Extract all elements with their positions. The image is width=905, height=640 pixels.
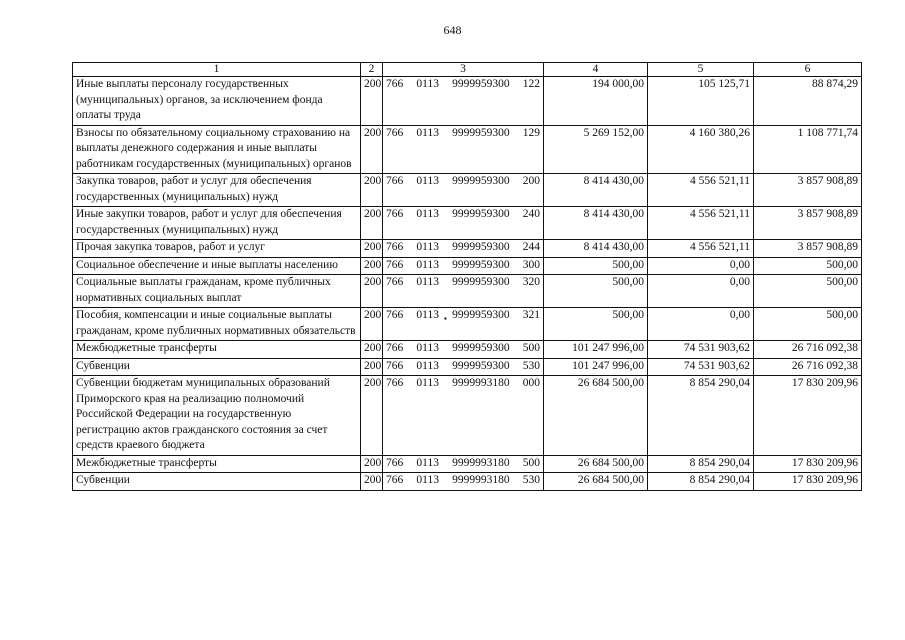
row-col4: 500,00 <box>544 308 648 341</box>
row-col4: 5 269 152,00 <box>544 125 648 174</box>
row-col2: 200 <box>361 376 383 456</box>
code-target: 9999959300 <box>452 241 510 253</box>
code-group <box>386 359 540 375</box>
code-type: 122 <box>522 78 540 90</box>
row-code <box>383 275 544 308</box>
table-row <box>73 207 862 240</box>
row-col2: 200 <box>361 308 383 341</box>
row-name: Межбюджетные трансферты <box>73 455 361 473</box>
row-name: Взносы по обязательному социальному страхованию на выплаты денежного содержания и иные выплаты работникам государственных (муниципальных) органов <box>73 125 361 174</box>
row-name: Субвенции <box>73 473 361 491</box>
row-col6: 26 716 092,38 <box>754 341 862 359</box>
code-admin: 766 <box>386 456 404 469</box>
code-group <box>386 275 540 291</box>
code-target: 9999959300 <box>452 78 510 90</box>
table-body <box>73 63 862 491</box>
row-col6: 3 857 908,89 <box>754 174 862 207</box>
row-name: Социальные выплаты гражданам, кроме публичных нормативных социальных выплат <box>73 275 361 308</box>
code-admin: 766 <box>386 342 404 354</box>
code-group <box>386 240 540 256</box>
row-col2: 200 <box>361 455 383 473</box>
code-type: 129 <box>522 126 540 139</box>
row-col4: 101 247 996,00 <box>544 341 648 359</box>
row-col5: 4 556 521,11 <box>648 240 754 258</box>
header-cell: 3 <box>383 63 544 77</box>
row-col2: 200 <box>361 257 383 275</box>
row-name: Иные выплаты персоналу государственных (муниципальных) органов, за исключением фонда оплаты труда <box>73 77 361 126</box>
row-col2: 200 <box>361 125 383 174</box>
code-section: 0113 <box>416 208 439 220</box>
row-col5: 8 854 290,04 <box>648 455 754 473</box>
code-section: 0113 <box>416 456 439 469</box>
row-col2: 200 <box>361 77 383 126</box>
code-target: 9999959300 <box>452 359 510 372</box>
row-col6: 26 716 092,38 <box>754 358 862 376</box>
code-target: 9999959300 <box>452 276 510 288</box>
code-admin: 766 <box>386 126 404 139</box>
code-type: 000 <box>522 377 540 389</box>
table-row <box>73 125 862 174</box>
row-col5: 74 531 903,62 <box>648 341 754 359</box>
code-section: 0113 <box>416 241 439 253</box>
code-type: 500 <box>522 342 540 354</box>
row-code <box>383 308 544 341</box>
code-admin: 766 <box>386 258 404 271</box>
row-col4: 500,00 <box>544 257 648 275</box>
scan-mark: ▪ <box>444 314 447 323</box>
header-cell: 1 <box>73 63 361 77</box>
row-col6: 1 108 771,74 <box>754 125 862 174</box>
row-name: Прочая закупка товаров, работ и услуг <box>73 240 361 258</box>
table-row <box>73 455 862 473</box>
code-type: 321 <box>522 309 540 321</box>
table-row <box>73 257 862 275</box>
code-section: 0113 <box>416 309 439 321</box>
table-row <box>73 376 862 456</box>
row-col5: 4 160 380,26 <box>648 125 754 174</box>
row-col6: 3 857 908,89 <box>754 240 862 258</box>
row-col4: 26 684 500,00 <box>544 455 648 473</box>
code-type: 240 <box>522 208 540 220</box>
code-group <box>386 207 540 223</box>
row-col6: 500,00 <box>754 275 862 308</box>
code-section: 0113 <box>416 78 439 90</box>
code-admin: 766 <box>386 208 404 220</box>
code-group <box>386 456 540 472</box>
row-col5: 105 125,71 <box>648 77 754 126</box>
code-type: 500 <box>522 456 540 469</box>
row-col4: 8 414 430,00 <box>544 207 648 240</box>
row-col2: 200 <box>361 473 383 491</box>
table-row <box>73 341 862 359</box>
code-type: 530 <box>522 359 540 372</box>
row-col2: 200 <box>361 275 383 308</box>
row-code <box>383 207 544 240</box>
header-cell: 2 <box>361 63 383 77</box>
row-code <box>383 240 544 258</box>
row-col6: 88 874,29 <box>754 77 862 126</box>
code-target: 9999959300 <box>452 126 510 139</box>
code-section: 0113 <box>416 258 439 271</box>
table-row <box>73 473 862 491</box>
code-admin: 766 <box>386 474 404 486</box>
row-col5: 0,00 <box>648 308 754 341</box>
code-section: 0113 <box>416 359 439 372</box>
row-col5: 8 854 290,04 <box>648 376 754 456</box>
row-col5: 0,00 <box>648 257 754 275</box>
row-col2: 200 <box>361 240 383 258</box>
table-row <box>73 275 862 308</box>
code-admin: 766 <box>386 241 404 253</box>
code-target: 9999993180 <box>452 474 510 486</box>
row-name: Социальное обеспечение и иные выплаты населению <box>73 257 361 275</box>
row-name: Иные закупки товаров, работ и услуг для обеспечения государственных (муниципальных) нужд <box>73 207 361 240</box>
row-code <box>383 174 544 207</box>
row-col4: 194 000,00 <box>544 77 648 126</box>
table-row <box>73 77 862 126</box>
code-admin: 766 <box>386 276 404 288</box>
header-cell: 6 <box>754 63 862 77</box>
code-admin: 766 <box>386 359 404 372</box>
table-row <box>73 240 862 258</box>
row-col2: 200 <box>361 207 383 240</box>
code-section: 0113 <box>416 377 439 389</box>
code-type: 200 <box>522 175 540 187</box>
row-col4: 26 684 500,00 <box>544 473 648 491</box>
code-section: 0113 <box>416 276 439 288</box>
row-col2: 200 <box>361 341 383 359</box>
code-target: 9999993180 <box>452 377 510 389</box>
code-target: 9999959300 <box>452 309 510 321</box>
budget-table <box>72 62 862 491</box>
code-group <box>386 341 540 357</box>
table-row <box>73 174 862 207</box>
code-type: 320 <box>522 276 540 288</box>
code-group <box>386 77 540 93</box>
code-group <box>386 308 540 324</box>
row-name: Субвенции <box>73 358 361 376</box>
row-col4: 26 684 500,00 <box>544 376 648 456</box>
code-type: 300 <box>522 258 540 271</box>
header-cell: 4 <box>544 63 648 77</box>
code-group <box>386 174 540 190</box>
table-row <box>73 358 862 376</box>
row-col6: 17 830 209,96 <box>754 455 862 473</box>
row-code <box>383 358 544 376</box>
code-type: 530 <box>522 474 540 486</box>
row-col2: 200 <box>361 174 383 207</box>
row-name: Закупка товаров, работ и услуг для обеспечения государственных (муниципальных) нужд <box>73 174 361 207</box>
row-code <box>383 455 544 473</box>
table-row <box>73 308 862 341</box>
row-code <box>383 473 544 491</box>
row-col6: 500,00 <box>754 257 862 275</box>
code-section: 0113 <box>416 474 439 486</box>
code-type: 244 <box>522 241 540 253</box>
row-col5: 74 531 903,62 <box>648 358 754 376</box>
code-group <box>386 376 540 392</box>
row-col6: 17 830 209,96 <box>754 473 862 491</box>
row-col4: 8 414 430,00 <box>544 174 648 207</box>
row-col4: 500,00 <box>544 275 648 308</box>
code-target: 9999993180 <box>452 456 510 469</box>
row-col6: 17 830 209,96 <box>754 376 862 456</box>
row-name: Пособия, компенсации и иные социальные выплаты гражданам, кроме публичных нормативных обязательств <box>73 308 361 341</box>
row-code <box>383 257 544 275</box>
code-section: 0113 <box>416 175 439 187</box>
row-code <box>383 77 544 126</box>
code-group <box>386 473 540 489</box>
code-group <box>386 126 540 142</box>
row-col5: 4 556 521,11 <box>648 207 754 240</box>
code-section: 0113 <box>416 342 439 354</box>
code-admin: 766 <box>386 78 404 90</box>
code-group <box>386 258 540 274</box>
row-col5: 4 556 521,11 <box>648 174 754 207</box>
row-name: Субвенции бюджетам муниципальных образований Приморского края на реализацию полномочий Российской Федерации на государственную регистрацию актов гражданского состояния за счет средств краевого бюджета <box>73 376 361 456</box>
code-target: 9999959300 <box>452 342 510 354</box>
row-col4: 8 414 430,00 <box>544 240 648 258</box>
header-cell: 5 <box>648 63 754 77</box>
code-admin: 766 <box>386 377 404 389</box>
code-section: 0113 <box>416 126 439 139</box>
row-col2: 200 <box>361 358 383 376</box>
row-col5: 8 854 290,04 <box>648 473 754 491</box>
code-admin: 766 <box>386 309 404 321</box>
row-code <box>383 376 544 456</box>
row-name: Межбюджетные трансферты <box>73 341 361 359</box>
code-admin: 766 <box>386 175 404 187</box>
code-target: 9999959300 <box>452 208 510 220</box>
row-col5: 0,00 <box>648 275 754 308</box>
row-col6: 500,00 <box>754 308 862 341</box>
row-code <box>383 125 544 174</box>
page-number: 648 <box>443 23 462 37</box>
code-target: 9999959300 <box>452 258 510 271</box>
row-col6: 3 857 908,89 <box>754 207 862 240</box>
header-row <box>73 63 862 77</box>
row-col4: 101 247 996,00 <box>544 358 648 376</box>
code-target: 9999959300 <box>452 175 510 187</box>
row-code <box>383 341 544 359</box>
